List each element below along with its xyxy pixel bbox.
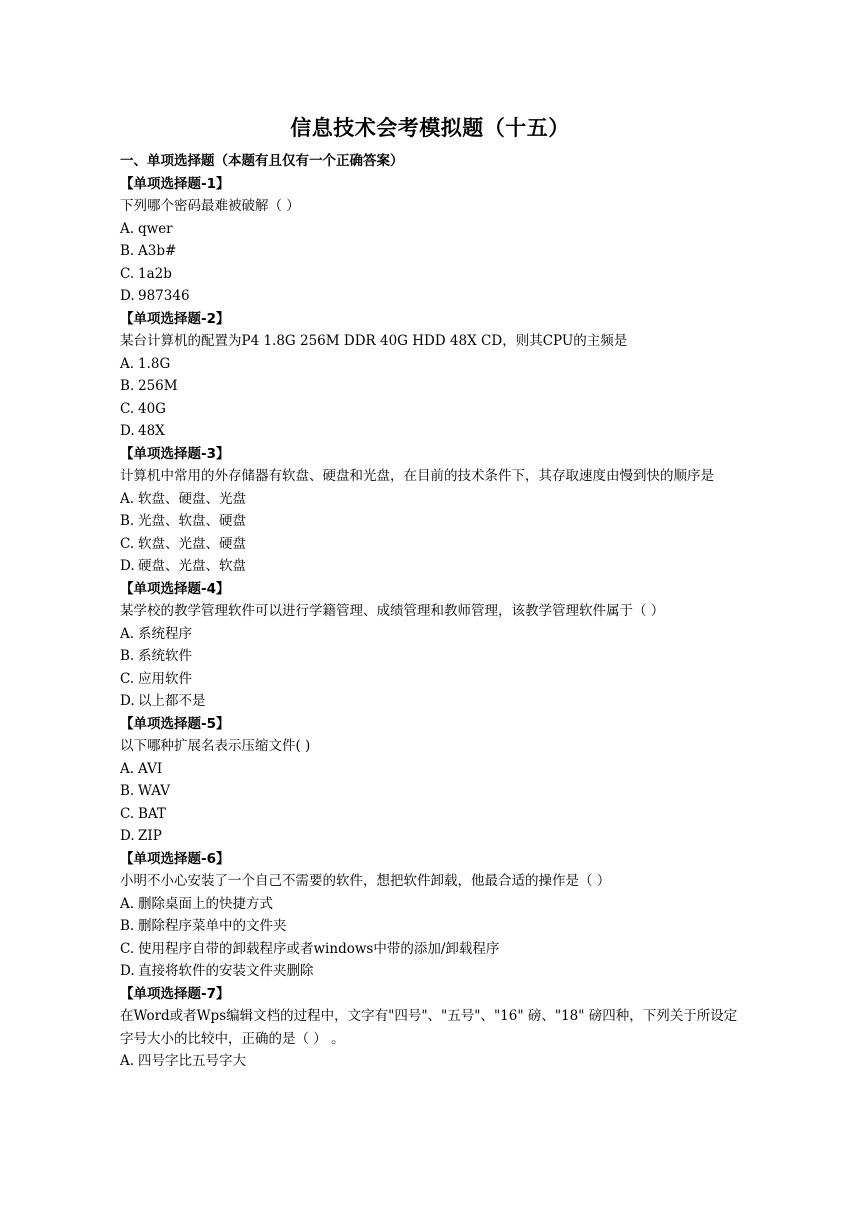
option-b <box>120 645 745 668</box>
option-letter: B. <box>120 243 135 259</box>
option-text: BAT <box>138 805 166 822</box>
section-heading: 一、单项选择题（本题有且仅有一个正确答案） <box>120 153 404 169</box>
option-text: 987346 <box>138 288 190 304</box>
option-letter: A. <box>120 625 135 642</box>
option-letter: B. <box>120 513 135 529</box>
option-d <box>120 285 745 308</box>
option-letter: D. <box>120 558 135 574</box>
option-text: 应用软件 <box>138 670 192 687</box>
option-letter: C. <box>120 940 135 957</box>
option-a <box>120 1050 745 1073</box>
question-1 <box>120 173 745 308</box>
option-letter: B. <box>120 918 135 934</box>
question-header: 【单项选择题-2】 <box>120 310 230 327</box>
option-text: 删除程序菜单中的文件夹 <box>138 918 287 934</box>
option-text: ZIP <box>138 828 162 844</box>
option-text: 系统程序 <box>138 625 192 642</box>
question-header: 【单项选择题-3】 <box>120 445 230 462</box>
question-header: 【单项选择题-6】 <box>120 850 230 867</box>
option-letter: A. <box>120 760 135 777</box>
option-d <box>120 960 745 983</box>
option-letter: C. <box>120 535 135 552</box>
option-text: 直接将软件的安装文件夹删除 <box>138 963 314 979</box>
question-header: 【单项选择题-5】 <box>120 715 230 732</box>
option-letter: B. <box>120 783 135 799</box>
option-a <box>120 893 745 916</box>
question-text: 下列哪个密码最难被破解（ ） <box>120 198 300 214</box>
option-text: 系统软件 <box>138 648 192 664</box>
question-text: 以下哪种扩展名表示压缩文件( ) <box>120 738 311 754</box>
option-text: 使用程序自带的卸载程序或者windows中带的添加/卸载程序 <box>138 940 500 957</box>
option-text: 光盘、软盘、硬盘 <box>138 513 246 529</box>
question-text: 在Word或者Wps编辑文档的过程中，文字有"四号"、"五号"、"16" 磅、"18" 磅四种，下列关于所设定字号大小的比较中，正确的是（ ） 。 <box>120 1008 738 1047</box>
option-a <box>120 758 745 781</box>
option-a <box>120 353 745 376</box>
option-c <box>120 668 745 691</box>
option-d <box>120 825 745 848</box>
question-header: 【单项选择题-4】 <box>120 580 230 597</box>
option-b <box>120 510 745 533</box>
option-letter: A. <box>120 355 135 372</box>
option-letter: C. <box>120 400 135 417</box>
option-text: 硬盘、光盘、软盘 <box>138 558 246 574</box>
option-letter: D. <box>120 693 135 709</box>
option-letter: A. <box>120 490 135 507</box>
option-letter: B. <box>120 648 135 664</box>
option-text: 四号字比五号字大 <box>138 1053 246 1069</box>
option-letter: C. <box>120 805 135 822</box>
option-letter: C. <box>120 265 135 282</box>
question-text: 小明不小心安装了一个自己不需要的软件，想把软件卸载，他最合适的操作是（ ） <box>120 873 611 889</box>
option-d <box>120 690 745 713</box>
option-c <box>120 263 745 286</box>
option-a <box>120 623 745 646</box>
question-text: 计算机中常用的外存储器有软盘、硬盘和光盘，在目前的技术条件下，其存取速度由慢到快的顺序是 <box>120 468 714 484</box>
question-7 <box>120 983 745 1073</box>
option-letter: A. <box>120 1053 135 1069</box>
option-text: 40G <box>138 400 166 417</box>
option-letter: C. <box>120 670 135 687</box>
option-text: 256M <box>138 378 178 394</box>
option-letter: B. <box>120 378 135 394</box>
option-letter: A. <box>120 220 135 237</box>
option-c <box>120 533 745 556</box>
option-b <box>120 375 745 398</box>
question-text: 某台计算机的配置为P4 1.8G 256M DDR 40G HDD 48X CD，则其CPU的主频是 <box>120 333 628 349</box>
option-a <box>120 488 745 511</box>
option-b <box>120 780 745 803</box>
question-list <box>120 150 745 1073</box>
option-letter: D. <box>120 423 135 439</box>
option-text: 软盘、光盘、硬盘 <box>138 535 246 552</box>
option-letter: D. <box>120 828 135 844</box>
option-c <box>120 398 745 421</box>
option-c <box>120 938 745 961</box>
question-6 <box>120 848 745 983</box>
option-text: 1a2b <box>138 265 172 282</box>
question-5 <box>120 713 745 848</box>
option-d <box>120 555 745 578</box>
option-text: AVI <box>138 760 163 777</box>
option-text: 以上都不是 <box>138 693 206 709</box>
option-letter: A. <box>120 895 135 912</box>
document-title: 信息技术会考模拟题（十五） <box>290 116 570 140</box>
option-d <box>120 420 745 443</box>
question-3 <box>120 443 745 578</box>
question-header: 【单项选择题-7】 <box>120 985 230 1002</box>
option-b <box>120 240 745 263</box>
option-text: 1.8G <box>138 355 171 372</box>
option-text: 48X <box>138 423 165 439</box>
option-text: qwer <box>138 220 173 237</box>
option-c <box>120 803 745 826</box>
question-header: 【单项选择题-1】 <box>120 175 230 192</box>
option-text: 删除桌面上的快捷方式 <box>138 895 273 912</box>
option-text: A3b# <box>138 243 177 259</box>
option-letter: D. <box>120 288 135 304</box>
question-4 <box>120 578 745 713</box>
option-b <box>120 915 745 938</box>
question-2 <box>120 308 745 443</box>
option-text: 软盘、硬盘、光盘 <box>138 490 246 507</box>
option-text: WAV <box>138 783 171 799</box>
question-text: 某学校的教学管理软件可以进行学籍管理、成绩管理和教师管理，该教学管理软件属于（ ） <box>120 603 665 619</box>
option-a <box>120 218 745 241</box>
option-letter: D. <box>120 963 135 979</box>
